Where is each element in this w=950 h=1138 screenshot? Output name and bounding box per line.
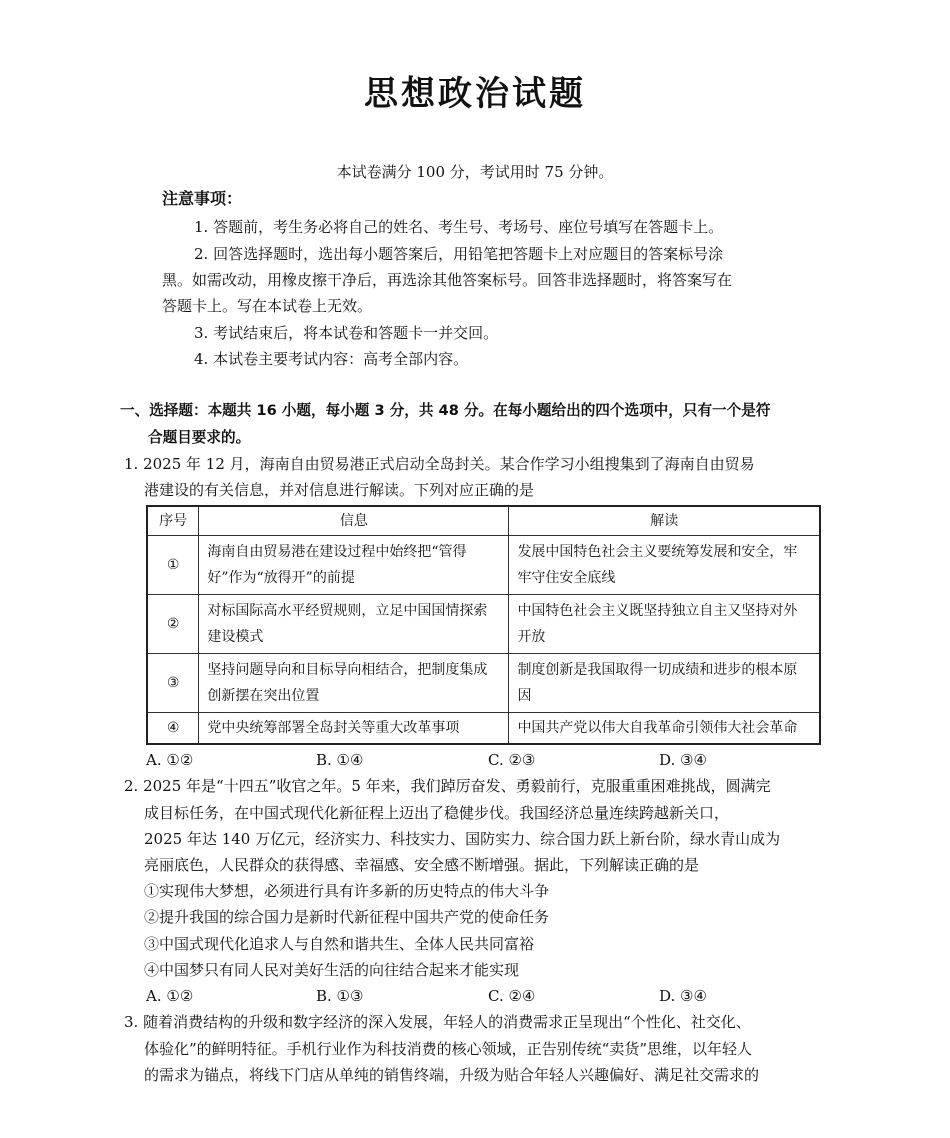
table-row — [147, 713, 820, 745]
q2-stem: 2. 2025 年是“十四五”收官之年。5 年来，我们踔厉奋发、勇毅前行，克服重重困难挑战，圆满完 — [124, 777, 771, 795]
q2-stem-cont: 成目标任务，在中国式现代化新征程上迈出了稳健步伐。我国经济总量连续跨越新关口， — [144, 804, 730, 822]
q2-statement: ①实现伟大梦想，必须进行具有许多新的历史特点的伟大斗争 — [144, 882, 550, 900]
table-row — [147, 654, 820, 713]
table-header: 序号 — [147, 506, 199, 536]
row-number: ③ — [147, 654, 199, 713]
q1-stem: 1. 2025 年 12 月，海南自由贸易港正式启动全岛封关。某合作学习小组搜集到了海南自由贸易 — [124, 455, 755, 473]
row-info: 党中央统筹部署全岛封关等重大改革事项 — [199, 713, 509, 745]
notice-heading: 注意事项： — [162, 189, 243, 208]
q1-option-a: A. ①② — [146, 751, 194, 769]
table-header-row — [147, 506, 820, 536]
notice-line: 答题卡上。写在本试卷上无效。 — [162, 297, 373, 315]
q3-stem-cont: 体验化”的鲜明特征。手机行业作为科技消费的核心领域，正告别传统“卖货”思维，以年轻人 — [144, 1040, 753, 1058]
page-title: 思想政治试题 — [364, 74, 586, 114]
q1-option-b: B. ①④ — [316, 751, 364, 769]
row-interpretation: 发展中国特色社会主义要统筹发展和安全，牢牢守住安全底线 — [509, 536, 820, 595]
row-number: ① — [147, 536, 199, 595]
q2-stem-cont: 亮丽底色，人民群众的获得感、幸福感、安全感不断增强。据此，下列解读正确的是 — [144, 856, 700, 874]
q3-stem: 3. 随着消费结构的升级和数字经济的深入发展，年轻人的消费需求正呈现出“个性化、社交化、 — [124, 1013, 751, 1031]
q1-stem-cont: 港建设的有关信息，并对信息进行解读。下列对应正确的是 — [144, 481, 535, 499]
notice-line: 4. 本试卷主要考试内容：高考全部内容。 — [194, 350, 469, 368]
row-info: 对标国际高水平经贸规则，立足中国国情探索建设模式 — [199, 595, 509, 654]
row-info: 海南自由贸易港在建设过程中始终把“管得好”作为“放得开”的前提 — [199, 536, 509, 595]
row-interpretation: 中国特色社会主义既坚持独立自主又坚持对外开放 — [509, 595, 820, 654]
table-row — [147, 595, 820, 654]
section-heading-cont: 合题目要求的。 — [148, 429, 251, 446]
exam-info: 本试卷满分 100 分，考试用时 75 分钟。 — [336, 163, 614, 181]
q2-statement: ④中国梦只有同人民对美好生活的向往结合起来才能实现 — [144, 961, 520, 979]
q2-stem-cont: 2025 年达 140 万亿元，经济实力、科技实力、国防实力、综合国力跃上新台阶，绿水青山成为 — [144, 830, 781, 848]
q2-option-a: A. ①② — [146, 987, 194, 1005]
notice-line: 黑。如需改动，用橡皮擦干净后，再选涂其他答案标号。回答非选择题时，将答案写在 — [162, 271, 733, 289]
q1-option-c: C. ②③ — [488, 751, 536, 769]
q2-statement: ③中国式现代化追求人与自然和谐共生、全体人民共同富裕 — [144, 935, 535, 953]
q2-option-b: B. ①③ — [316, 987, 364, 1005]
notice-line: 2. 回答选择题时，选出每小题答案后，用铅笔把答题卡上对应题目的答案标号涂 — [194, 245, 724, 263]
table-header: 解读 — [509, 506, 820, 536]
row-number: ② — [147, 595, 199, 654]
q1-info-table — [146, 505, 821, 745]
row-interpretation: 制度创新是我国取得一切成绩和进步的根本原因 — [509, 654, 820, 713]
q2-statement: ②提升我国的综合国力是新时代新征程中国共产党的使命任务 — [144, 908, 550, 926]
row-number: ④ — [147, 713, 199, 745]
row-info: 坚持问题导向和目标导向相结合，把制度集成创新摆在突出位置 — [199, 654, 509, 713]
table-row — [147, 536, 820, 595]
q2-option-d: D. ③④ — [659, 987, 707, 1005]
section-heading: 一、选择题：本题共 16 小题，每小题 3 分，共 48 分。在每小题给出的四个选项中，只有一个是符 — [120, 402, 771, 419]
q2-option-c: C. ②④ — [488, 987, 536, 1005]
q1-option-d: D. ③④ — [659, 751, 707, 769]
notice-line: 1. 答题前，考生务必将自己的姓名、考生号、考场号、座位号填写在答题卡上。 — [194, 218, 724, 236]
notice-line: 3. 考试结束后，将本试卷和答题卡一并交回。 — [194, 324, 499, 342]
row-interpretation: 中国共产党以伟大自我革命引领伟大社会革命 — [509, 713, 820, 745]
table-header: 信息 — [199, 506, 509, 536]
q3-stem-cont: 的需求为锚点，将线下门店从单纯的销售终端，升级为贴合年轻人兴趣偏好、满足社交需求的 — [144, 1066, 760, 1084]
